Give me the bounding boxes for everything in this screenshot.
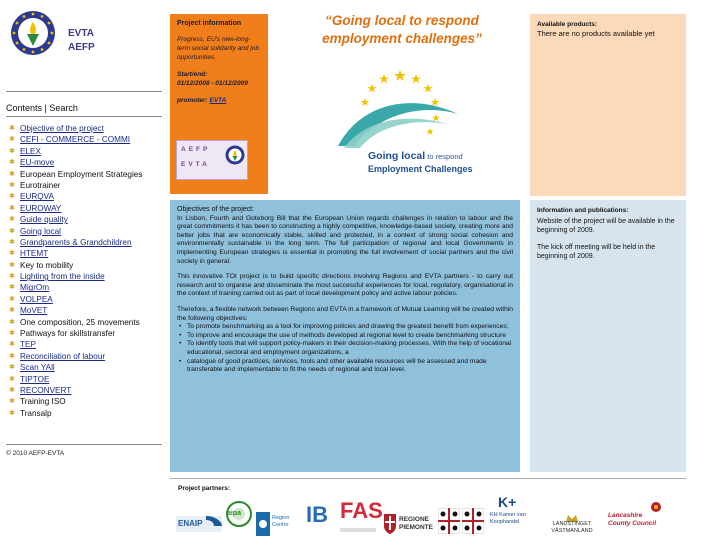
partner-name: aipa [227,510,242,517]
objectives-title: Objectives of the project: [177,206,255,213]
bullet-icon: ✱ [9,341,15,349]
objectives-bullet-list [177,323,513,375]
promoter-line [177,96,261,105]
bullet-icon: ✱ [9,170,15,178]
bullet-icon: ✱ [9,295,15,303]
nav-item[interactable] [8,248,162,259]
partner-logo-kh[interactable] [490,494,536,536]
partner-logo-sardegna-2[interactable] [462,508,484,534]
nav-item-link[interactable]: VOLPEA [20,294,53,304]
nav-item[interactable] [8,328,162,339]
employment-challenges-text: Employment Challenges [368,164,473,174]
info-title: Information and publications: [537,207,629,214]
objectives-paragraph-3: Therefore, a flexible network between Regions and EVTA in a framework of Mutual Learning will be created within the following objectives: [177,305,513,322]
bullet-icon: ✱ [9,193,15,201]
partner-name: REGIONE PIEMONTE [399,516,433,531]
nav-item-link[interactable]: Transalp [20,408,52,418]
bullet-icon: ✱ [9,136,15,144]
partner-logo-ib[interactable] [304,500,334,536]
partner-logo-aipa[interactable] [224,500,254,534]
nav-item-link[interactable]: Lighting from the inside [20,272,105,282]
nav-item[interactable] [8,374,162,385]
partner-logo-enaip[interactable] [176,512,222,534]
nav-item-link[interactable]: Key to mobility [20,260,74,270]
project-nav-list [8,123,162,419]
nav-item-link[interactable]: RECONVERT [20,385,72,395]
nav-item-link[interactable]: Guide quality [20,215,68,225]
partner-logo-landstinget[interactable] [540,510,604,536]
nav-item-link[interactable]: European Employment Strategies [20,169,143,179]
bullet-icon: ✱ [9,125,15,132]
headline-line1: “Going local to respond [325,13,479,28]
brand-name-aefp: AEFP [68,42,95,53]
aefp-evta-logo [176,140,248,180]
products-text: There are no products available yet [537,29,655,38]
objectives-paragraph-1: In Lisbon, Fourth and Goteborg Bill that the European Union regards challenges in relation to labour and the great commitments it has been to constructing a highly competitive, knowledge-based society, creating more and better jobs that are economically stable, skilled and protected, in a context of strong social cohesion and environmentally sustainable in the long term. The full participation of regional and local Governments in implementing European strategies is essential in promoting the full involvement of social partners and the civil society in general. [177,214,513,265]
nav-item[interactable] [8,271,162,282]
nav-item-link[interactable]: MigrOm [20,283,50,293]
sardegna-flag-icon [462,508,484,534]
partner-name: IB [306,502,328,527]
search-link[interactable]: Search [49,103,78,113]
divider [6,116,162,117]
bullet-icon: ✱ [9,216,15,224]
divider [170,478,686,479]
bullet-icon: ✱ [9,375,15,383]
going-local-text: Going local [368,150,426,162]
bullet-icon: ✱ [9,307,15,315]
partner-name: LANDSTINGET VÄSTMANLAND [551,521,593,534]
headline-line2: employment challenges” [322,31,482,46]
objectives-paragraph-2: This innovative TOI project is to build specific directions involving Regions and EVTA partners - to carry out research and to organise and disseminate the most successful experiences for local, regulatory, organisational in the context of training carried out as part of local development policy and active labour policies. [177,273,513,298]
nav-item-link[interactable]: TIPTOE [20,374,50,384]
objectives-panel [170,200,520,472]
partner-name: KH Kamer van Koophandel [490,512,526,525]
nav-item[interactable] [8,408,162,419]
bullet-icon: ✱ [9,352,15,360]
nav-item-link[interactable]: ELEX [20,146,41,156]
evta-emblem-icon [10,10,56,56]
bullet-icon: ✱ [9,398,15,406]
info-kickoff-text: The kick off meeting will be held in the beginning of 2009. [537,244,656,260]
nav-item[interactable] [8,146,162,157]
info-publications-panel [530,200,686,472]
aefp-logo-row1: AEFP [181,146,211,153]
bullet-icon: ✱ [9,386,15,394]
nav-item[interactable] [8,191,162,202]
project-info-title: Project information [177,20,242,27]
divider [6,444,162,445]
objective-bullet: • catalogue of good practices, services, tools and other available resources will be assessed and made transferable and implementable to fit the needs of regional and local level. [177,358,513,375]
project-dates: 01/12/2008 - 01/12/2009 [177,80,248,87]
objective-bullet: • To improve and encourage the use of methods developed at regional level to create benchmarking structure [177,332,513,341]
nav-item[interactable] [8,214,162,225]
bullet-icon: ✱ [9,318,15,326]
nav-item-link[interactable]: Training ISO [20,397,66,407]
bullet-icon: ✱ [9,204,15,212]
bullet-icon: ✱ [9,364,15,372]
nav-item[interactable] [8,396,162,407]
brand-name-evta: EVTA [68,28,94,39]
nav-item[interactable] [8,134,162,145]
nav-header-separator: | [42,103,50,113]
nav-item-link[interactable]: HTEMT [20,249,49,259]
nav-item[interactable] [8,180,162,191]
nav-item-link[interactable]: One composition, 25 movements [20,317,140,327]
fas-underline [340,528,376,532]
aefp-logo-row2: EVTA [181,161,210,168]
nav-item-link[interactable]: Pathways for skillstransfer [20,329,116,339]
partner-name: ENAIP [178,519,203,528]
bullet-icon: ✱ [9,181,15,189]
nav-item[interactable] [8,203,162,214]
page-headline [280,12,524,48]
nav-item[interactable] [8,385,162,396]
nav-item[interactable] [8,317,162,328]
contents-link[interactable]: Contents [6,103,43,113]
sardegna-flag-icon [438,508,460,534]
partner-name: FAS [340,498,383,523]
partner-logo-sardegna[interactable] [438,508,460,534]
nav-item[interactable] [8,339,162,350]
nav-item[interactable] [8,305,162,316]
objective-bullet: • To promote benchmarking as a tool for improving policies and drawing the greatest benefit from experiences; [177,323,513,332]
bullet-icon: ✱ [9,250,15,258]
partner-logo-fas[interactable] [338,498,383,536]
bullet-icon: ✱ [9,330,15,338]
nav-item-link[interactable]: Eurotrainer [20,180,61,190]
bullet-icon: ✱ [9,261,15,269]
partner-logo-lancashire[interactable] [608,500,664,534]
products-panel [530,14,686,196]
nav-item-link[interactable]: EU-move [20,158,55,168]
site-logo[interactable] [6,6,162,90]
nav-item-link[interactable]: Grandparents & Grandchildren [20,237,132,247]
nav-item[interactable] [8,351,162,362]
start-end-label: Start/end: [177,71,208,78]
divider [6,91,162,92]
nav-item[interactable] [8,237,162,248]
bullet-icon: ✱ [9,227,15,235]
partner-name: Region Centre [272,515,290,528]
nav-item[interactable] [8,362,162,373]
nav-item[interactable] [8,282,162,293]
bullet-icon: ✱ [9,159,15,167]
aipa-logo-icon [224,500,254,534]
nav-item-link[interactable]: EURQVA [20,192,54,202]
partner-logo-region-centre[interactable] [256,512,302,536]
nav-item-link[interactable]: EUROWAY [20,203,62,213]
nav-item[interactable] [8,260,162,271]
partners-title: Project partners: [178,485,231,492]
partner-name: Lancashire County Council [608,512,657,527]
objective-bullet: • To identify tools that will support policy-makers in their decision-making processes. With the help of vocational educational, sectoral and employment organizations, a [177,340,513,357]
nav-item-link[interactable]: MoVET [20,306,48,316]
bullet-icon: ✱ [9,284,15,292]
info-website-text: Website of the project will be available in the beginning of 2009. [537,218,675,234]
to-respond-text: to respond [425,152,463,161]
nav-item[interactable] [8,169,162,180]
bullet-icon: ✱ [9,409,15,417]
nav-item-link[interactable]: Reconciliation of labour [20,351,106,361]
nav-item[interactable] [8,226,162,237]
nav-item-link[interactable]: Scan YAll [20,363,55,373]
promoter-link[interactable]: EVTA [209,97,227,104]
products-title: Available products: [537,21,598,28]
nav-item[interactable] [8,294,162,305]
going-local-title [368,150,463,162]
nav-item[interactable] [8,157,162,168]
nav-item-link[interactable]: TEP [20,340,36,350]
nav-item-link[interactable]: Objective of the project [20,124,104,133]
project-description: Progress, EU's new-long-term social solidarity and job opportunities. [177,36,260,61]
kh-mark: K+ [498,494,517,510]
nav-header [6,103,78,113]
bullet-icon: ✱ [9,147,15,155]
bullet-icon: ✱ [9,273,15,281]
nav-item-link[interactable]: Going local [20,226,61,236]
evta-small-emblem-icon [225,145,245,165]
bullet-icon: ✱ [9,238,15,246]
nav-item[interactable] [8,123,162,134]
copyright-text: © 2010 AEFP-EVTA [6,450,65,457]
partner-logo-regione-piemonte[interactable] [382,512,434,536]
nav-item-link[interactable]: CEFI - COMMERCE - COMMI [20,135,131,145]
promoter-label: promoter: [177,97,208,104]
